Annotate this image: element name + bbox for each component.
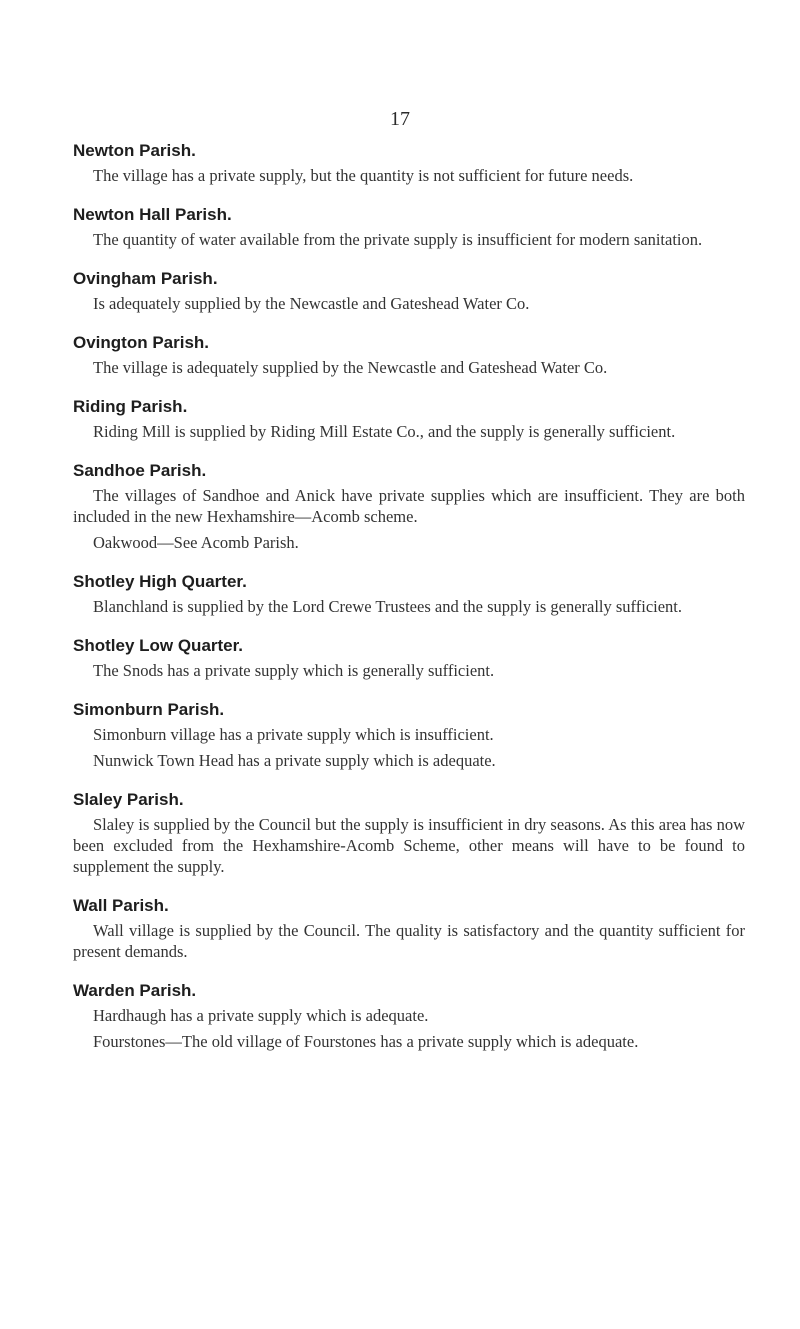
section-heading: Sandhoe Parish. [73,461,207,480]
section-paragraph: Riding Mill is supplied by Riding Mill Estate Co., and the supply is generally sufficient. [93,422,676,441]
section-heading: Shotley High Quarter. [73,572,247,591]
section-warden [73,980,745,1052]
section-paragraph: The village is adequately supplied by the Newcastle and Gateshead Water Co. [93,358,608,377]
section-simonburn [73,699,745,771]
section-ovington [73,332,745,378]
section-paragraph: Hardhaugh has a private supply which is adequate. [93,1006,429,1025]
section-sandhoe [73,460,745,553]
section-paragraph: Wall village is supplied by the Council. The quality is satisfactory and the quantity sufficient for present demands. [73,921,745,961]
section-heading: Simonburn Parish. [73,700,225,719]
section-riding [73,396,745,442]
section-paragraph: The Snods has a private supply which is generally sufficient. [93,661,495,680]
section-paragraph: The village has a private supply, but the quantity is not sufficient for future needs. [93,166,634,185]
section-heading: Newton Hall Parish. [73,205,232,224]
section-heading: Ovington Parish. [73,333,210,352]
section-ovingham [73,268,745,314]
section-heading: Slaley Parish. [73,790,184,809]
section-paragraph: Oakwood—See Acomb Parish. [93,533,299,552]
section-shotley-low [73,635,745,681]
section-newton [73,140,745,186]
section-paragraph: Nunwick Town Head has a private supply which is adequate. [93,751,496,770]
section-heading: Warden Parish. [73,981,197,1000]
document-body [73,140,745,1070]
section-heading: Wall Parish. [73,896,169,915]
section-newton-hall [73,204,745,250]
section-heading: Riding Parish. [73,397,188,416]
section-shotley-high [73,571,745,617]
section-heading: Ovingham Parish. [73,269,218,288]
section-paragraph: Fourstones—The old village of Fourstones has a private supply which is adequate. [93,1032,639,1051]
section-heading: Shotley Low Quarter. [73,636,244,655]
page-number: 17 [390,108,410,130]
section-paragraph: Is adequately supplied by the Newcastle and Gateshead Water Co. [93,294,530,313]
section-heading: Newton Parish. [73,141,196,160]
section-paragraph: Simonburn village has a private supply which is insufficient. [93,725,494,744]
section-wall [73,895,745,962]
section-paragraph: Blanchland is supplied by the Lord Crewe Trustees and the supply is generally sufficient. [93,597,683,616]
section-paragraph: Slaley is supplied by the Council but the supply is insufficient in dry seasons. As this area has now been excluded from the Hexhamshire-Acomb Scheme, other means will have to be found to supplement the supply. [73,815,745,876]
section-slaley [73,789,745,877]
section-paragraph: The villages of Sandhoe and Anick have private supplies which are insufficient. They are both included in the new Hexhamshire—Acomb scheme. [73,486,745,526]
section-paragraph: The quantity of water available from the private supply is insufficient for modern sanitation. [93,230,703,249]
